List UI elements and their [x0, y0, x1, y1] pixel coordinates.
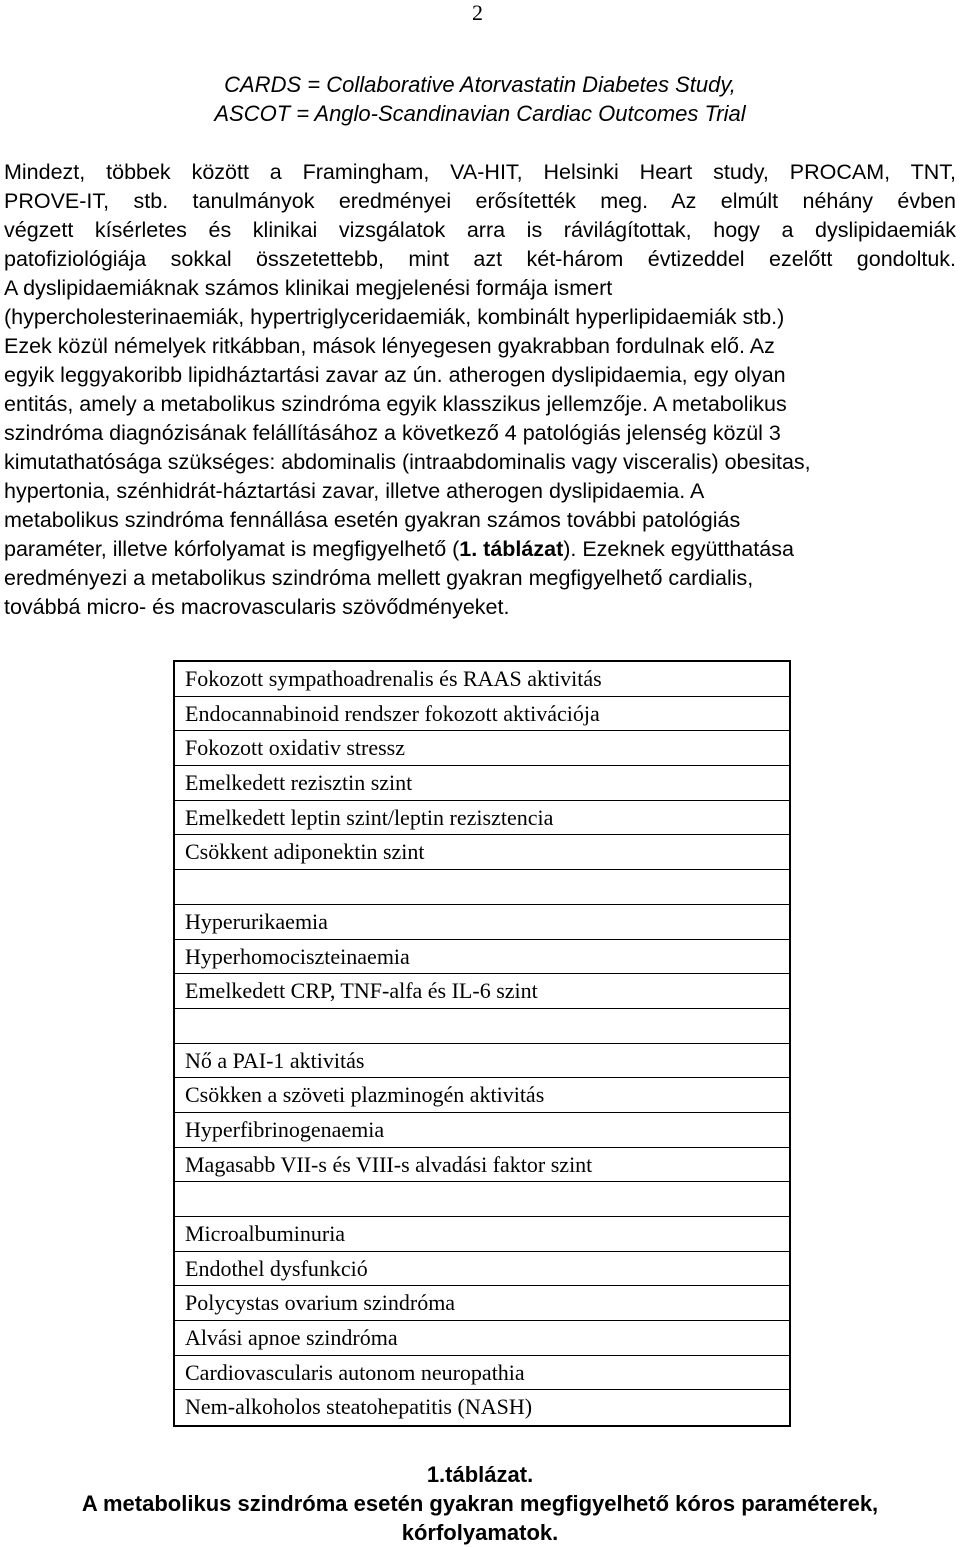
table-row: Endocannabinoid rendszer fokozott aktivációja	[175, 697, 789, 732]
body-line: patofiziológiája sokkal összetettebb, mint azt két-három évtizeddel ezelőtt gondoltuk.	[4, 247, 956, 271]
body-line: A dyslipidaemiáknak számos klinikai megjelenési formája ismert	[4, 276, 613, 300]
body-line	[4, 535, 956, 564]
table-row: Hyperfibrinogenaemia	[175, 1113, 789, 1148]
body-line: egyik leggyakoribb lipidháztartási zavar az ún. atherogen dyslipidaemia, egy olyan	[4, 363, 786, 387]
table-row: Csökken a szöveti plazminogén aktivitás	[175, 1078, 789, 1113]
abbreviation-ascot: ASCOT = Anglo-Scandinavian Cardiac Outcomes Trial	[214, 101, 746, 126]
table-row: Endothel dysfunkció	[175, 1252, 789, 1287]
body-line: PROVE-IT, stb. tanulmányok eredményei erősítették meg. Az elmúlt néhány évben	[4, 189, 956, 213]
table-row-empty	[175, 1182, 789, 1217]
table-row: Emelkedett leptin szint/leptin rezisztencia	[175, 801, 789, 836]
body-paragraph	[4, 158, 956, 622]
caption-line: A metabolikus szindróma esetén gyakran megfigyelhető kóros paraméterek,	[81, 1491, 879, 1516]
body-text-fragment: ). Ezeknek együtthatása	[563, 537, 794, 561]
caption-line: kórfolyamatok.	[401, 1520, 559, 1545]
pathology-table	[173, 660, 791, 1427]
body-line: eredményezi a metabolikus szindróma mellett gyakran megfigyelhető cardialis,	[4, 566, 754, 590]
body-line: hypertonia, szénhidrát-háztartási zavar, illetve atherogen dyslipidaemia. A	[4, 479, 705, 503]
table-row: Emelkedett CRP, TNF-alfa és IL-6 szint	[175, 974, 789, 1009]
body-line: végzett kísérletes és klinikai vizsgálatok arra is rávilágítottak, hogy a dyslipidaemiák	[4, 218, 956, 242]
table-row: Nem-alkoholos steatohepatitis (NASH)	[185, 1394, 533, 1420]
table-row: Cardiovascularis autonom neuropathia	[175, 1356, 789, 1391]
table-reference: 1. táblázat	[459, 537, 564, 561]
table-row: Microalbuminuria	[175, 1217, 789, 1252]
body-line: Mindezt, többek között a Framingham, VA-HIT, Helsinki Heart study, PROCAM, TNT,	[4, 160, 956, 184]
body-line: Ezek közül némelyek ritkábban, mások lényegesen gyakrabban fordulnak elő. Az	[4, 334, 775, 358]
page-number: 2	[472, 0, 483, 25]
table-row: Fokozott sympathoadrenalis és RAAS aktivitás	[175, 662, 789, 697]
table-row-empty	[175, 870, 789, 905]
body-line: kimutathatósága szükséges: abdominalis (intraabdominalis vagy visceralis) obesitas,	[4, 450, 811, 474]
table-row: Csökkent adiponektin szint	[175, 835, 789, 870]
table-row: Emelkedett rezisztin szint	[175, 766, 789, 801]
body-line: szindróma diagnózisának felállításához a következő 4 patológiás jelenség közül 3	[4, 421, 781, 445]
abbreviation-cards: CARDS = Collaborative Atorvastatin Diabetes Study,	[224, 72, 736, 97]
body-line: metabolikus szindróma fennállása esetén gyakran számos további patológiás	[4, 508, 741, 532]
body-line: továbbá micro- és macrovascularis szövődményeket.	[4, 595, 510, 619]
table-row-empty	[175, 1009, 789, 1044]
table-row: Magasabb VII-s és VIII-s alvadási faktor szint	[175, 1148, 789, 1183]
caption-label: 1.táblázat.	[426, 1462, 534, 1487]
table-row: Alvási apnoe szindróma	[175, 1321, 789, 1356]
table-row: Fokozott oxidativ stressz	[175, 731, 789, 766]
body-line: (hypercholesterinaemiák, hypertriglyceridaemiák, kombinált hyperlipidaemiák stb.)	[4, 305, 785, 329]
table-row: Nő a PAI-1 aktivitás	[175, 1044, 789, 1079]
table-row: Hyperhomociszteinaemia	[175, 940, 789, 975]
body-text-fragment: paraméter, illetve kórfolyamat is megfigyelhető (	[4, 537, 460, 561]
abbreviation-block	[0, 70, 960, 128]
table-row: Hyperurikaemia	[175, 905, 789, 940]
table-caption	[0, 1460, 960, 1547]
body-line: entitás, amely a metabolikus szindróma egyik klasszikus jellemzője. A metabolikus	[4, 392, 787, 416]
table-row: Polycystas ovarium szindróma	[175, 1286, 789, 1321]
